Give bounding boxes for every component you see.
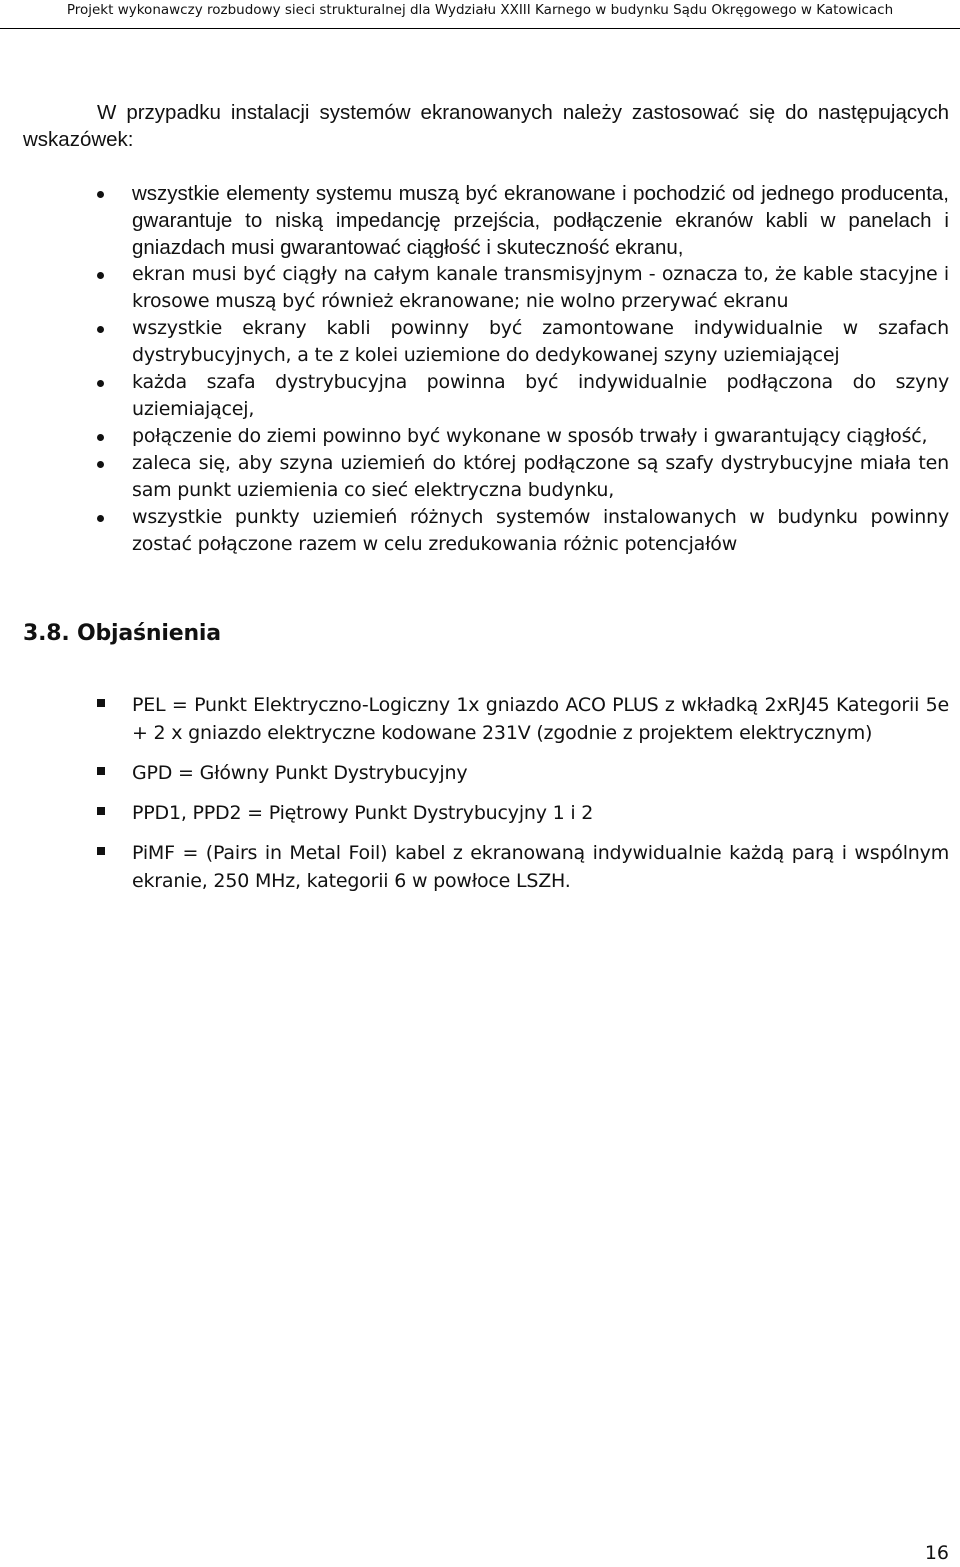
bullet-icon: [97, 380, 104, 387]
guidelines-list: [23, 180, 949, 558]
header-divider: [0, 28, 960, 29]
definition-text: PiMF = (Pairs in Metal Foil) kabel z ekranowaną indywidualnie każdą parą i wspólnym ekranie, 250 MHz, kategorii 6 w powłoce LSZH.: [132, 842, 949, 892]
list-item-text: wszystkie punkty uziemień różnych systemów instalowanych w budynku powinny zostać połączone razem w celu zredukowania różnic potencjałów: [132, 506, 949, 555]
page-content: [23, 99, 949, 907]
definitions-list: [23, 691, 949, 895]
page-header: [0, 0, 960, 30]
bullet-icon: [97, 515, 104, 522]
list-item-text: wszystkie elementy systemu muszą być ekranowane i pochodzić od jednego producenta, gwarantuje to niską impedancję przejścia, podłączenie ekranów kabli w panelach i gniazdach musi gwarantować ciągłość i skuteczność ekranu,: [132, 182, 949, 259]
bullet-icon: [97, 272, 104, 279]
bullet-icon: [97, 326, 104, 333]
square-bullet-icon: [97, 767, 105, 775]
list-item-text: wszystkie ekrany kabli powinny być zamontowane indywidualnie w szafach dystrybucyjnych, a te z kolei uziemione do dedykowanej szyny uziemiającej: [132, 317, 949, 366]
list-item: [23, 423, 949, 450]
list-item: [23, 450, 949, 504]
square-bullet-icon: [97, 807, 105, 815]
list-item-text: ekran musi być ciągły na całym kanale transmisyjnym - oznacza to, że kable stacyjne i krosowe muszą być również ekranowane; nie wolno przerywać ekranu: [132, 263, 949, 312]
section-title: 3.8. Objaśnienia: [23, 621, 221, 646]
definition-text: PPD1, PPD2 = Piętrowy Punkt Dystrybucyjny 1 i 2: [132, 802, 594, 824]
bullet-icon: [97, 434, 104, 441]
square-bullet-icon: [97, 699, 105, 707]
definition-item: [23, 839, 949, 895]
list-item: [23, 504, 949, 558]
square-bullet-icon: [97, 847, 105, 855]
list-item: [23, 261, 949, 315]
header-title: Projekt wykonawczy rozbudowy sieci strukturalnej dla Wydziału XXIII Karnego w budynku Sądu Okręgowego w Katowicach: [66, 2, 894, 18]
definition-item: [23, 799, 949, 827]
list-item: [23, 315, 949, 369]
list-item-text: połączenie do ziemi powinno być wykonane w sposób trwały i gwarantujący ciągłość,: [132, 425, 928, 447]
list-item-text: każda szafa dystrybucyjna powinna być indywidualnie podłączona do szyny uziemiającej,: [132, 371, 949, 420]
list-item: [23, 180, 949, 261]
intro-paragraph: W przypadku instalacji systemów ekranowanych należy zastosować się do następujących wskazówek:: [23, 101, 949, 151]
definition-text: GPD = Główny Punkt Dystrybucyjny: [132, 762, 468, 784]
list-item: [23, 369, 949, 423]
page-number: 16: [924, 1542, 949, 1564]
definition-text: PEL = Punkt Elektryczno-Logiczny 1x gniazdo ACO PLUS z wkładką 2xRJ45 Kategorii 5e + 2 x gniazdo elektryczne kodowane 231V (zgodnie z projektem elektrycznym): [132, 694, 949, 744]
definition-item: [23, 759, 949, 787]
bullet-icon: [97, 461, 104, 468]
list-item-text: zaleca się, aby szyna uziemień do której podłączone są szafy dystrybucyjne miała ten sam punkt uziemienia co sieć elektryczna budynku,: [132, 452, 949, 501]
bullet-icon: [97, 191, 104, 198]
definition-item: [23, 691, 949, 747]
